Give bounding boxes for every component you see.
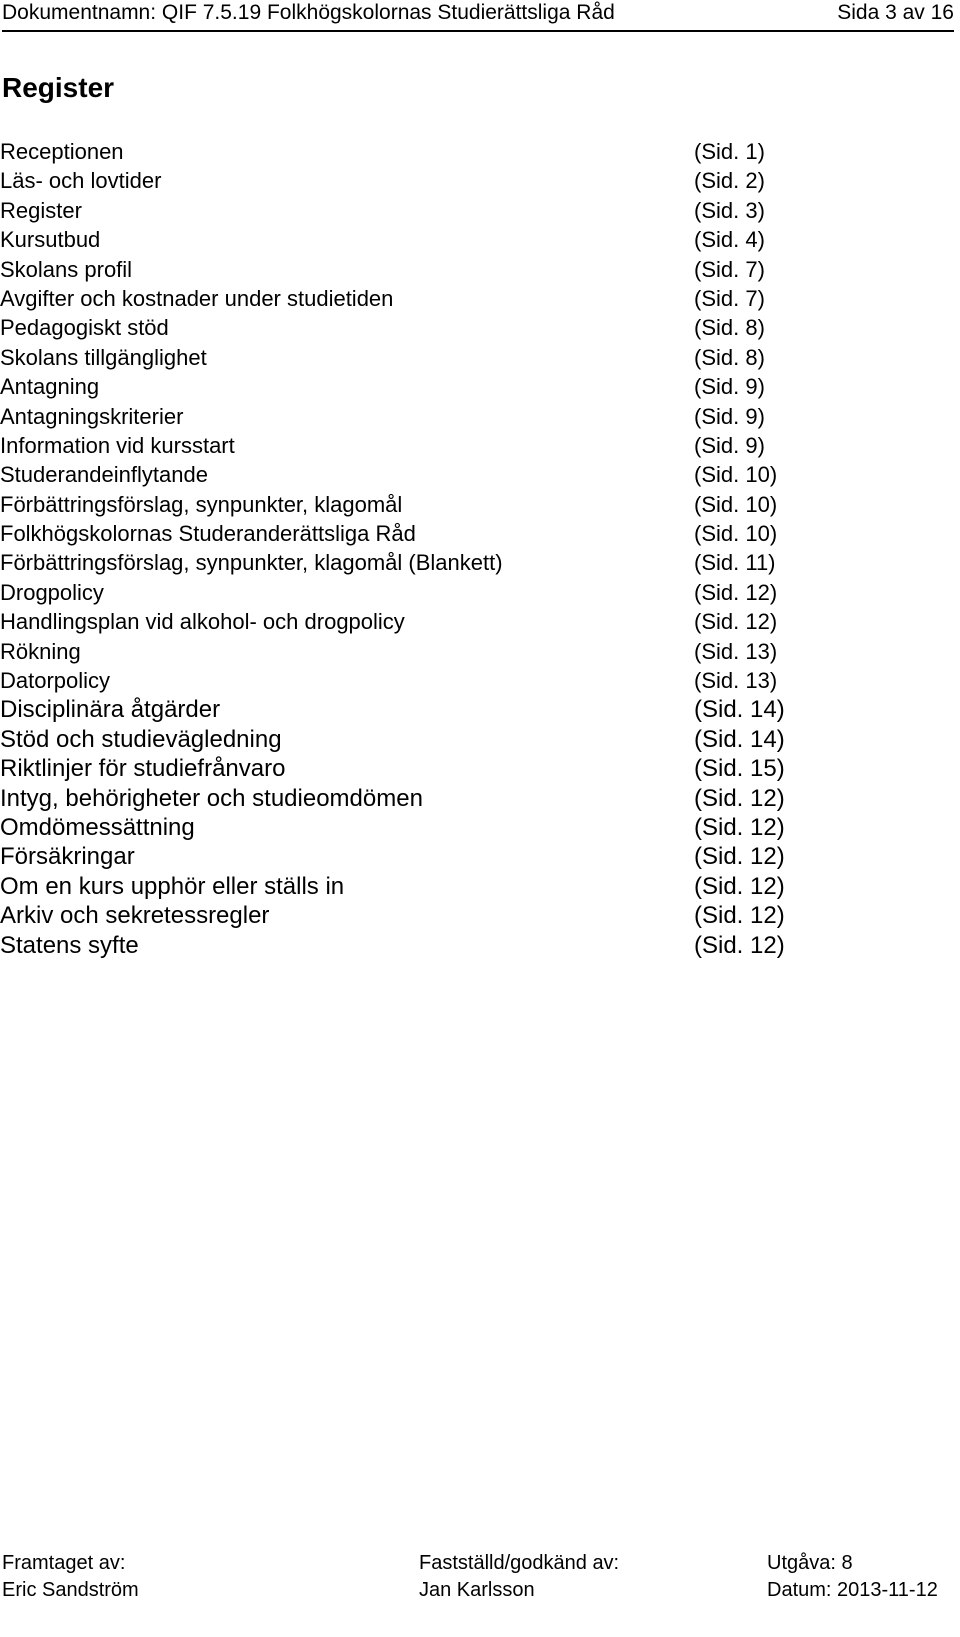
- toc-entry-page: (Sid. 8): [694, 344, 765, 370]
- toc-entry: [0, 842, 800, 871]
- toc-entry-page: (Sid. 8): [694, 315, 765, 341]
- toc-entry-page: (Sid. 7): [694, 256, 765, 282]
- toc-entry-title: Antagningskriterier: [0, 403, 184, 429]
- toc-entry: [0, 754, 800, 783]
- toc-entry-title: Försäkringar: [0, 843, 135, 871]
- page-title: Register: [2, 72, 115, 103]
- toc-entry: [0, 784, 800, 813]
- toc-entry-page: (Sid. 14): [694, 725, 785, 753]
- toc-entry-page: (Sid. 13): [694, 668, 778, 694]
- page-number: Sida 3 av 16: [837, 1, 954, 24]
- toc-entry-title: Datorpolicy: [0, 668, 111, 694]
- toc-entry-title: Disciplinära åtgärder: [0, 696, 221, 724]
- toc-entry: [0, 872, 800, 901]
- footer-prepared-by-name: Eric Sandström: [2, 1579, 139, 1601]
- toc-entry-title: Studerandeinflytande: [0, 462, 208, 488]
- toc-entry-page: (Sid. 7): [694, 285, 765, 311]
- toc-entry-title: Skolans profil: [0, 256, 133, 282]
- footer-approved-by: [419, 1550, 619, 1604]
- toc-entry: [0, 402, 800, 431]
- toc-entry-title: Skolans tillgänglighet: [0, 344, 207, 370]
- toc-entry-title: Stöd och studievägledning: [0, 725, 282, 753]
- toc-entry: [0, 548, 800, 577]
- toc-entry-page: (Sid. 13): [694, 638, 778, 664]
- toc-entry-page: (Sid. 1): [694, 139, 765, 164]
- toc-entry: [0, 313, 800, 342]
- toc-entry-page: (Sid. 9): [694, 432, 765, 458]
- toc-entry-title: Pedagogiskt stöd: [0, 315, 169, 341]
- toc-entry: [0, 695, 800, 724]
- toc-entry: [0, 519, 800, 548]
- footer-edition-label: Utgåva: 8: [767, 1552, 853, 1574]
- toc-entry: [0, 901, 800, 930]
- toc-entry-page: (Sid. 12): [694, 902, 785, 930]
- toc-entry-title: Rökning: [0, 638, 81, 664]
- toc-entry: [0, 196, 800, 225]
- toc-entry-page: (Sid. 10): [694, 491, 778, 517]
- toc-entry-title: Avgifter och kostnader under studietiden: [0, 285, 394, 311]
- footer-date: Datum: 2013-11-12: [767, 1579, 938, 1601]
- toc-entry: [0, 490, 800, 519]
- toc-entry-title: Receptionen: [0, 139, 124, 164]
- toc-entry-page: (Sid. 12): [694, 931, 785, 959]
- toc-entry-title: Handlingsplan vid alkohol- och drogpolicy: [0, 609, 405, 635]
- footer-edition: [767, 1550, 938, 1604]
- toc-entry: [0, 637, 800, 666]
- footer-prepared-by-label: Framtaget av:: [2, 1552, 126, 1574]
- toc-entry-page: (Sid. 3): [694, 197, 765, 223]
- toc-entry: [0, 460, 800, 489]
- toc-entry-title: Omdömessättning: [0, 813, 195, 841]
- toc-entry-page: (Sid. 14): [694, 696, 785, 724]
- toc-entry-title: Intyg, behörigheter och studieomdömen: [0, 784, 423, 812]
- toc-entry-title: Register: [0, 197, 82, 223]
- toc-entry: [0, 255, 800, 284]
- toc-entry-page: (Sid. 10): [694, 521, 778, 547]
- toc-entry: [0, 343, 800, 372]
- toc-entry-page: (Sid. 12): [694, 813, 785, 841]
- footer-approved-by-label: Fastställd/godkänd av:: [419, 1552, 620, 1574]
- toc-entry-page: (Sid. 2): [694, 168, 765, 194]
- toc-entry: [0, 431, 800, 460]
- table-of-contents: [0, 137, 800, 960]
- footer-approved-by-name: Jan Karlsson: [419, 1579, 535, 1601]
- toc-entry-page: (Sid. 9): [694, 403, 765, 429]
- toc-entry-page: (Sid. 12): [694, 784, 785, 812]
- toc-entry: [0, 372, 800, 401]
- toc-entry-title: Förbättringsförslag, synpunkter, klagomål: [0, 491, 403, 517]
- toc-entry-title: Arkiv och sekretessregler: [0, 902, 270, 930]
- toc-entry-title: Om en kurs upphör eller ställs in: [0, 872, 345, 900]
- toc-entry-title: Information vid kursstart: [0, 432, 235, 458]
- footer-prepared-by: [2, 1550, 139, 1604]
- toc-entry-title: Folkhögskolornas Studeranderättsliga Råd: [0, 521, 416, 547]
- toc-entry: [0, 666, 800, 695]
- toc-entry: [0, 166, 800, 195]
- toc-entry-title: Läs- och lovtider: [0, 168, 162, 194]
- toc-entry: [0, 607, 800, 636]
- toc-entry-title: Statens syfte: [0, 931, 139, 959]
- page-header: [2, 0, 954, 32]
- toc-entry: [0, 725, 800, 754]
- toc-entry: [0, 284, 800, 313]
- toc-entry-page: (Sid. 9): [694, 374, 765, 400]
- toc-entry-page: (Sid. 12): [694, 609, 778, 635]
- toc-entry-page: (Sid. 12): [694, 579, 778, 605]
- toc-entry: [0, 137, 800, 166]
- toc-entry: [0, 931, 800, 960]
- toc-entry-page: (Sid. 10): [694, 462, 778, 488]
- toc-entry-page: (Sid. 11): [694, 550, 776, 576]
- toc-entry-page: (Sid. 12): [694, 872, 785, 900]
- toc-entry: [0, 225, 800, 254]
- toc-entry-title: Kursutbud: [0, 227, 101, 253]
- toc-entry: [0, 578, 800, 607]
- toc-entry-title: Drogpolicy: [0, 579, 104, 605]
- toc-entry-title: Förbättringsförslag, synpunkter, klagomål (Blankett): [0, 550, 503, 576]
- toc-entry-title: Antagning: [0, 374, 100, 400]
- toc-entry-page: (Sid. 12): [694, 843, 785, 871]
- toc-entry-page: (Sid. 15): [694, 755, 785, 783]
- toc-entry-page: (Sid. 4): [694, 227, 765, 253]
- document-name: Dokumentnamn: QIF 7.5.19 Folkhögskolornas Studierättsliga Råd: [2, 1, 615, 24]
- toc-entry-title: Riktlinjer för studiefrånvaro: [0, 755, 286, 783]
- toc-entry: [0, 813, 800, 842]
